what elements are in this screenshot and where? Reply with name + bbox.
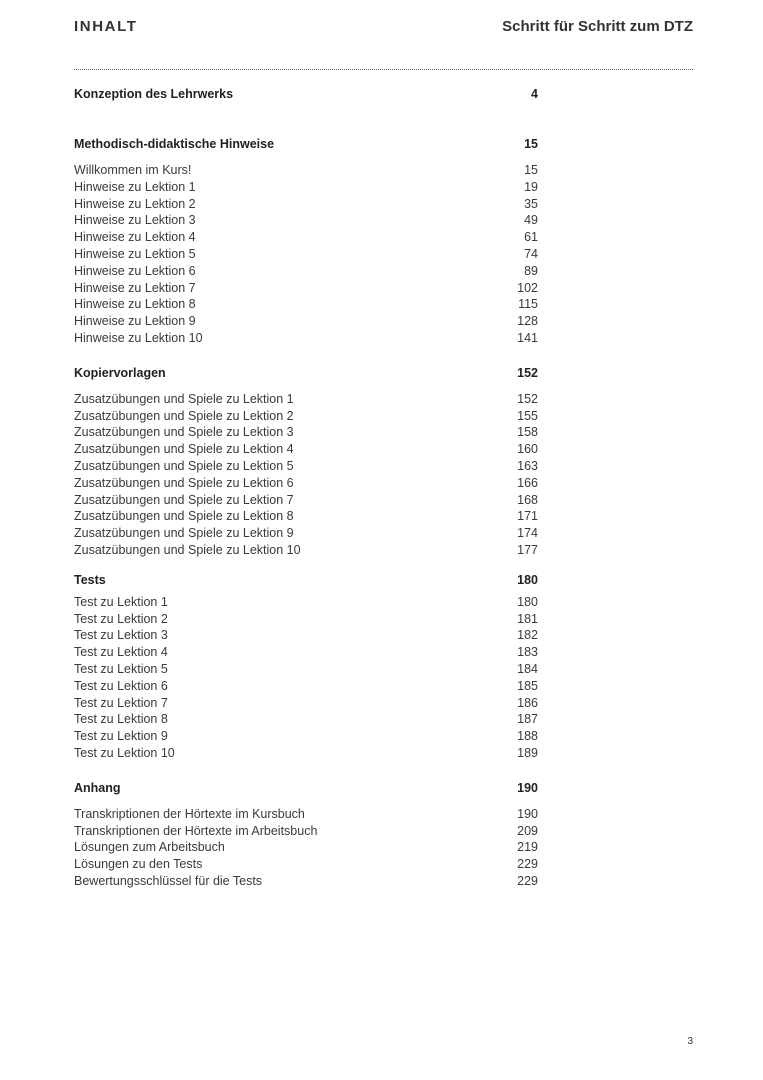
section-page: 190 xyxy=(517,780,538,795)
entry-page: 158 xyxy=(517,425,538,440)
entry-page: 128 xyxy=(517,314,538,329)
entry-label: Hinweise zu Lektion 6 xyxy=(74,263,196,278)
entry-page: 74 xyxy=(524,246,538,261)
toc-entry[interactable] xyxy=(74,475,540,492)
toc-entry[interactable] xyxy=(74,458,540,475)
section-heading[interactable] xyxy=(74,363,540,383)
entry-page: 209 xyxy=(517,823,538,838)
entry-page: 171 xyxy=(517,509,538,524)
header-title: INHALT xyxy=(74,18,138,35)
toc-entry[interactable] xyxy=(74,839,540,856)
entry-label: Hinweise zu Lektion 10 xyxy=(74,330,203,345)
entry-page: 229 xyxy=(517,873,538,888)
section-page: 15 xyxy=(524,137,538,151)
entry-label: Test zu Lektion 6 xyxy=(74,678,168,693)
entry-label: Zusatzübungen und Spiele zu Lektion 1 xyxy=(74,391,294,406)
toc-entry[interactable] xyxy=(74,823,540,840)
entry-page: 35 xyxy=(524,196,538,211)
toc-section xyxy=(74,778,540,890)
entry-label: Hinweise zu Lektion 5 xyxy=(74,246,196,261)
toc-section xyxy=(74,363,540,559)
section-page: 4 xyxy=(531,87,538,101)
entry-label: Test zu Lektion 10 xyxy=(74,745,175,760)
entry-page: 115 xyxy=(518,297,538,312)
section-entries xyxy=(74,162,540,347)
toc-entry[interactable] xyxy=(74,508,540,525)
entry-label: Zusatzübungen und Spiele zu Lektion 9 xyxy=(74,526,294,541)
entry-page: 185 xyxy=(517,678,538,693)
toc-entry[interactable] xyxy=(74,296,540,313)
entry-page: 188 xyxy=(517,729,538,744)
toc-entry[interactable] xyxy=(74,441,540,458)
page-number: 3 xyxy=(687,1036,693,1047)
entry-label: Test zu Lektion 9 xyxy=(74,729,168,744)
toc-entry[interactable] xyxy=(74,627,540,644)
entry-label: Hinweise zu Lektion 1 xyxy=(74,179,196,194)
entry-label: Zusatzübungen und Spiele zu Lektion 6 xyxy=(74,475,294,490)
toc-entry[interactable] xyxy=(74,806,540,823)
entry-label: Lösungen zu den Tests xyxy=(74,857,203,872)
toc-entry[interactable] xyxy=(74,280,540,297)
section-heading[interactable] xyxy=(74,570,540,590)
entry-page: 163 xyxy=(517,458,538,473)
entry-page: 174 xyxy=(517,526,538,541)
entry-page: 189 xyxy=(517,745,538,760)
section-title: Kopiervorlagen xyxy=(74,365,166,380)
section-entries xyxy=(74,391,540,559)
entry-label: Zusatzübungen und Spiele zu Lektion 5 xyxy=(74,458,294,473)
toc-entry[interactable] xyxy=(74,196,540,213)
toc-entry[interactable] xyxy=(74,856,540,873)
toc-entry[interactable] xyxy=(74,873,540,890)
entry-page: 229 xyxy=(517,857,538,872)
book-title: Schritt für Schritt zum DTZ xyxy=(502,18,693,35)
entry-label: Zusatzübungen und Spiele zu Lektion 3 xyxy=(74,425,294,440)
section-heading[interactable] xyxy=(74,134,540,154)
entry-page: 166 xyxy=(517,475,538,490)
entry-label: Zusatzübungen und Spiele zu Lektion 10 xyxy=(74,542,301,557)
entry-label: Test zu Lektion 3 xyxy=(74,628,168,643)
entry-label: Hinweise zu Lektion 7 xyxy=(74,280,196,295)
entry-label: Test zu Lektion 1 xyxy=(74,594,168,609)
entry-page: 89 xyxy=(524,263,538,278)
section-title: Konzeption des Lehrwerks xyxy=(74,87,234,101)
entry-page: 19 xyxy=(524,179,538,194)
entry-page: 168 xyxy=(517,492,538,507)
toc-entry[interactable] xyxy=(74,594,540,611)
toc-entry[interactable] xyxy=(74,391,540,408)
entry-label: Test zu Lektion 4 xyxy=(74,645,168,660)
section-page: 180 xyxy=(517,572,538,587)
section-title: Tests xyxy=(74,572,106,587)
toc-entry[interactable] xyxy=(74,408,540,425)
entry-label: Test zu Lektion 5 xyxy=(74,661,168,676)
toc-section xyxy=(74,84,540,104)
entry-label: Hinweise zu Lektion 3 xyxy=(74,213,196,228)
section-entries xyxy=(74,594,540,762)
toc-entry[interactable] xyxy=(74,246,540,263)
entry-label: Lösungen zum Arbeitsbuch xyxy=(74,840,225,855)
toc-entry[interactable] xyxy=(74,492,540,509)
entry-page: 15 xyxy=(524,163,538,177)
toc-entry[interactable] xyxy=(74,424,540,441)
section-title: Methodisch-didaktische Hinweise xyxy=(74,137,275,151)
entry-label: Willkommen im Kurs! xyxy=(74,163,192,177)
entry-label: Zusatzübungen und Spiele zu Lektion 8 xyxy=(74,509,294,524)
toc-section xyxy=(74,134,540,347)
entry-page: 155 xyxy=(517,408,538,423)
entry-label: Test zu Lektion 8 xyxy=(74,712,168,727)
toc-entry[interactable] xyxy=(74,263,540,280)
toc-entry[interactable] xyxy=(74,611,540,628)
section-title: Anhang xyxy=(74,780,121,795)
entry-page: 177 xyxy=(517,542,538,557)
entry-page: 183 xyxy=(517,645,538,660)
toc-entry[interactable] xyxy=(74,525,540,542)
entry-label: Hinweise zu Lektion 4 xyxy=(74,230,196,245)
table-of-contents xyxy=(74,84,540,890)
section-entries xyxy=(74,806,540,890)
entry-label: Transkriptionen der Hörtexte im Arbeitsbuch xyxy=(74,823,318,838)
toc-entry[interactable] xyxy=(74,162,540,179)
entry-label: Test zu Lektion 7 xyxy=(74,695,168,710)
entry-label: Hinweise zu Lektion 8 xyxy=(74,297,196,312)
entry-label: Zusatzübungen und Spiele zu Lektion 2 xyxy=(74,408,294,423)
toc-entry[interactable] xyxy=(74,711,540,728)
section-page: 152 xyxy=(517,365,538,380)
toc-entry[interactable] xyxy=(74,212,540,229)
entry-page: 180 xyxy=(517,594,538,609)
toc-entry[interactable] xyxy=(74,661,540,678)
entry-label: Transkriptionen der Hörtexte im Kursbuch xyxy=(74,806,305,821)
entry-page: 184 xyxy=(517,661,538,676)
toc-entry[interactable] xyxy=(74,745,540,762)
entry-label: Hinweise zu Lektion 2 xyxy=(74,196,196,211)
entry-page: 219 xyxy=(517,840,538,855)
entry-label: Zusatzübungen und Spiele zu Lektion 4 xyxy=(74,442,294,457)
toc-entry[interactable] xyxy=(74,313,540,330)
toc-entry[interactable] xyxy=(74,179,540,196)
page-header xyxy=(74,18,693,42)
entry-page: 187 xyxy=(517,712,538,727)
toc-entry[interactable] xyxy=(74,728,540,745)
toc-entry[interactable] xyxy=(74,678,540,695)
entry-page: 181 xyxy=(517,611,538,626)
toc-entry[interactable] xyxy=(74,644,540,661)
toc-entry[interactable] xyxy=(74,330,540,347)
entry-page: 190 xyxy=(517,806,538,821)
entry-page: 186 xyxy=(517,695,538,710)
entry-page: 182 xyxy=(517,628,538,643)
entry-page: 152 xyxy=(517,391,538,406)
entry-label: Zusatzübungen und Spiele zu Lektion 7 xyxy=(74,492,294,507)
toc-section xyxy=(74,570,540,762)
entry-page: 160 xyxy=(517,442,538,457)
section-heading[interactable] xyxy=(74,84,540,104)
entry-page: 49 xyxy=(524,213,538,228)
entry-page: 61 xyxy=(524,230,538,245)
toc-entry[interactable] xyxy=(74,229,540,246)
dotted-divider xyxy=(74,69,693,70)
toc-entry[interactable] xyxy=(74,542,540,559)
entry-label: Bewertungsschlüssel für die Tests xyxy=(74,873,263,888)
entry-page: 141 xyxy=(517,330,538,345)
toc-entry[interactable] xyxy=(74,695,540,712)
entry-label: Test zu Lektion 2 xyxy=(74,611,168,626)
entry-page: 102 xyxy=(517,280,538,295)
section-heading[interactable] xyxy=(74,778,540,798)
entry-label: Hinweise zu Lektion 9 xyxy=(74,314,196,329)
